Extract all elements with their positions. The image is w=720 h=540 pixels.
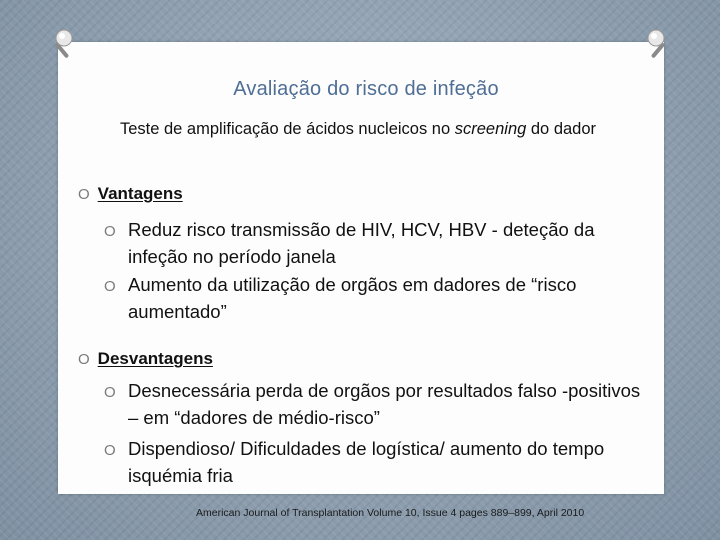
list-item [104, 217, 648, 269]
bullet-icon: O [78, 186, 90, 203]
bullet-icon: O [104, 384, 116, 401]
slide-title: Avaliação do risco de infeção [233, 78, 499, 100]
section-heading-desvantagens [78, 349, 213, 369]
subtitle-text-end: do dador [526, 120, 597, 138]
bullet-icon: O [78, 351, 90, 368]
pushpin-icon [646, 28, 674, 62]
section-label: Desvantagens [97, 349, 213, 368]
slide-subtitle [78, 118, 638, 141]
list-item [104, 436, 648, 488]
list-item [104, 378, 648, 430]
citation: American Journal of Transplantation Volume 10, Issue 4 pages 889–899, April 2010 [196, 507, 585, 519]
pushpin-icon [46, 28, 74, 62]
list-item-text: Aumento da utilização de orgãos em dadores de “risco aumentado” [128, 274, 577, 322]
list-item [104, 272, 648, 324]
bullet-icon: O [104, 442, 116, 459]
section-label: Vantagens [97, 184, 183, 203]
list-item-text: Desnecessária perda de orgãos por resultados falso -positivos – em “dadores de médio-risco” [128, 380, 641, 428]
bullet-icon: O [104, 223, 116, 240]
section-heading-vantagens [78, 184, 183, 204]
subtitle-emphasis: screening [454, 120, 527, 138]
bullet-icon: O [104, 278, 116, 295]
list-item-text: Reduz risco transmissão de HIV, HCV, HBV - deteção da infeção no período janela [128, 219, 595, 267]
list-item-text: Dispendioso/ Dificuldades de logística/ aumento do tempo isquémia fria [128, 438, 605, 486]
subtitle-text: Teste de amplificação de ácidos nucleicos no [119, 120, 455, 138]
